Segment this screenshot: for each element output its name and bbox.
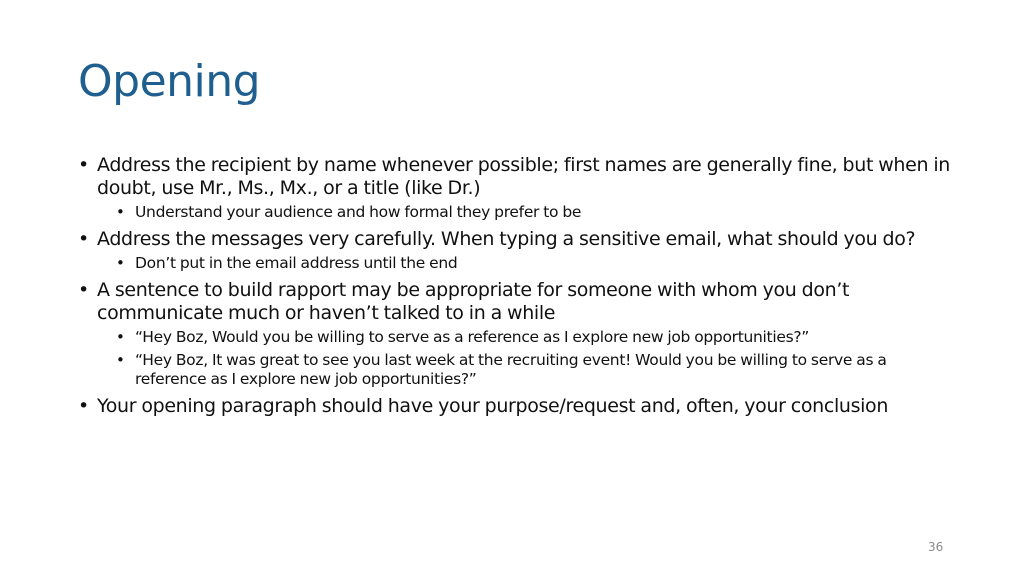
sub-bullet-list	[97, 254, 958, 273]
bullet-item	[78, 395, 958, 418]
sub-bullet-item	[116, 203, 958, 222]
sub-bullet-list	[97, 203, 958, 222]
bullet-list	[78, 154, 958, 418]
bullet-icon: •	[78, 228, 90, 250]
bullet-icon: •	[78, 154, 90, 176]
sub-bullet-list	[97, 328, 958, 389]
sub-bullet-text: Don’t put in the email address until the end	[135, 254, 458, 272]
page-number: 36	[928, 540, 944, 554]
bullet-text: Address the messages very carefully. When typing a sensitive email, what should you do?	[97, 228, 916, 250]
sub-bullet-item	[116, 254, 958, 273]
sub-bullet-text: “Hey Boz, Would you be willing to serve as a reference as I explore new job opportunities?”	[135, 328, 810, 346]
slide-title: Opening	[78, 56, 261, 107]
bullet-item	[78, 279, 958, 389]
sub-bullet-icon: •	[116, 254, 125, 272]
sub-bullet-icon: •	[116, 351, 125, 369]
bullet-icon: •	[78, 279, 90, 301]
bullet-text: Address the recipient by name whenever possible; first names are generally fine, but when in doubt, use Mr., Ms., Mx., or a title (like Dr.)	[97, 154, 950, 199]
sub-bullet-text: Understand your audience and how formal they prefer to be	[135, 203, 582, 221]
bullet-text: A sentence to build rapport may be appropriate for someone with whom you don’t communicate much or haven’t talked to in a while	[97, 279, 850, 324]
bullet-text: Your opening paragraph should have your purpose/request and, often, your conclusion	[97, 395, 889, 417]
bullet-item	[78, 154, 958, 222]
sub-bullet-text: “Hey Boz, It was great to see you last week at the recruiting event! Would you be willing to serve as a reference as I explore new job opportunities?”	[135, 351, 887, 388]
sub-bullet-icon: •	[116, 203, 125, 221]
sub-bullet-item	[116, 328, 958, 347]
bullet-icon: •	[78, 395, 90, 417]
bullet-item	[78, 228, 958, 273]
sub-bullet-item	[116, 351, 958, 389]
sub-bullet-icon: •	[116, 328, 125, 346]
slide-content	[78, 154, 958, 424]
